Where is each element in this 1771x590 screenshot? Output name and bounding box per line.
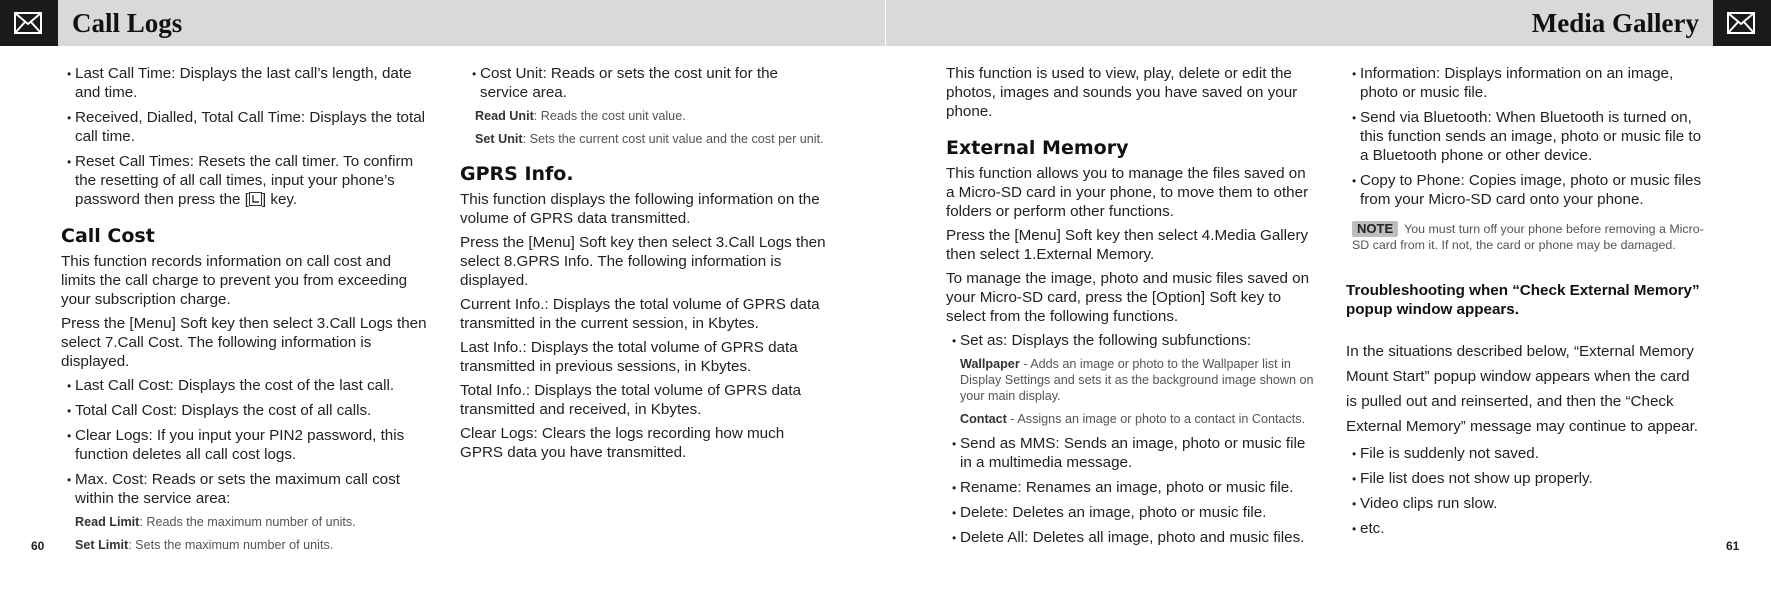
list-item: • Cost Unit: Reads or sets the cost unit for the service area. bbox=[466, 64, 826, 102]
sub-item: Contact - Assigns an image or photo to a contact in Contacts. bbox=[960, 412, 1306, 426]
page-number-left: 60 bbox=[31, 539, 45, 553]
paragraph: Press the [Menu] Soft key then select 3.Call Logs then select 8.GPRS Info. The following information is displayed. bbox=[460, 234, 826, 289]
paragraph: Press the [Menu] Soft key then select 4.Media Gallery then select 1.External Memory. bbox=[946, 227, 1309, 263]
paragraph: Current Info.: Displays the total volume of GPRS data transmitted in the current session, in Kbytes. bbox=[460, 296, 820, 332]
troubleshooting-heading: Troubleshooting when “Check External Memory” popup window appears. bbox=[1346, 282, 1700, 318]
list-item: • File list does not show up properly. bbox=[1346, 469, 1704, 488]
column-1 bbox=[61, 64, 427, 560]
list-item: • Delete: Deletes an image, photo or music file. bbox=[946, 503, 1316, 522]
list-item: • Last Call Time: Displays the last call’s length, date and time. bbox=[61, 64, 427, 102]
section-heading-call-cost: Call Cost bbox=[61, 225, 155, 247]
list-item: • Send via Bluetooth: When Bluetooth is turned on, this function sends an image, photo or music file to a Bluetooth phone or other device. bbox=[1346, 108, 1704, 165]
paragraph: This function records information on call cost and limits the call charge to prevent you from exceeding your subscription charge. bbox=[61, 253, 408, 308]
list-item: • Last Call Cost: Displays the cost of the last call. bbox=[61, 376, 427, 395]
note-text: You must turn off your phone before removing a Micro-SD card from it. If not, the card or phone may be damaged. bbox=[1352, 222, 1704, 252]
section-heading-gprs: GPRS Info. bbox=[460, 163, 574, 185]
envelope-icon-box bbox=[0, 0, 58, 46]
list-item: • Total Call Cost: Displays the cost of all calls. bbox=[61, 401, 427, 420]
list-item: • Set as: Displays the following subfunctions: bbox=[946, 331, 1316, 350]
paragraph: Last Info.: Displays the total volume of GPRS data transmitted in previous sessions, in Kbytes. bbox=[460, 339, 798, 375]
note-box bbox=[1352, 221, 1704, 253]
section-heading-external-memory: External Memory bbox=[946, 137, 1129, 159]
envelope-icon-box bbox=[1713, 0, 1771, 46]
envelope-icon bbox=[1727, 12, 1755, 34]
list-item: • Information: Displays information on an image, photo or music file. bbox=[1346, 64, 1704, 102]
list-item: • Delete All: Deletes all image, photo and music files. bbox=[946, 528, 1316, 547]
column-3 bbox=[946, 64, 1316, 553]
list-item: • Received, Dialled, Total Call Time: Displays the total call time. bbox=[61, 108, 427, 146]
header-left bbox=[0, 0, 885, 46]
paragraph: To manage the image, photo and music files saved on your Micro-SD card, press the [Option] Soft key to select from the following functions. bbox=[946, 270, 1310, 325]
list-item: • etc. bbox=[1346, 519, 1704, 538]
sub-item: Wallpaper - Adds an image or photo to the Wallpaper list in Display Settings and sets it as the background image shown on your main display. bbox=[960, 357, 1314, 403]
paragraph: Clear Logs: Clears the logs recording how much GPRS data you have transmitted. bbox=[460, 425, 785, 461]
list-item: • Send as MMS: Sends an image, photo or music file in a multimedia message. bbox=[946, 434, 1316, 472]
list-item: • Max. Cost: Reads or sets the maximum call cost within the service area: bbox=[61, 470, 427, 508]
paragraph: This function allows you to manage the files saved on a Micro-SD card in your phone, to move them to other folders or perform other functions. bbox=[946, 165, 1309, 220]
envelope-icon bbox=[14, 12, 42, 34]
note-tag: NOTE bbox=[1352, 221, 1398, 237]
sub-item: Set Limit: Sets the maximum number of units. bbox=[75, 538, 334, 552]
page-title-right: Media Gallery bbox=[1531, 8, 1699, 38]
sub-item: Read Unit: Reads the cost unit value. bbox=[475, 109, 686, 123]
page-number-right: 61 bbox=[1726, 539, 1740, 553]
paragraph: Total Info.: Displays the total volume of GPRS data transmitted and received, in Kbytes. bbox=[460, 382, 802, 418]
paragraph: Press the [Menu] Soft key then select 3.Call Logs then select 7.Call Cost. The following information is displayed. bbox=[61, 315, 427, 370]
column-2 bbox=[460, 64, 826, 467]
sub-item: Read Limit: Reads the maximum number of units. bbox=[75, 515, 356, 529]
column-4 bbox=[1346, 64, 1704, 544]
paragraph: This function is used to view, play, delete or edit the photos, images and sounds you have saved on your phone. bbox=[946, 65, 1298, 120]
paragraph: This function displays the following information on the volume of GPRS data transmitted. bbox=[460, 191, 820, 227]
list-item: • Rename: Renames an image, photo or music file. bbox=[946, 478, 1316, 497]
list-item: • Reset Call Times: Resets the call timer. To confirm the resetting of all call times, input your phone’s password then press the [ ] key. bbox=[61, 152, 427, 209]
paragraph: In the situations described below, “External Memory Mount Start” popup window appears when the card is pulled out and reinserted, and then the “Check External Memory” message may continue to appear. bbox=[1346, 343, 1699, 435]
list-item: • Clear Logs: If you input your PIN2 password, this function deletes all call cost logs. bbox=[61, 426, 427, 464]
list-item: • Video clips run slow. bbox=[1346, 494, 1704, 513]
sub-item: Set Unit: Sets the current cost unit value and the cost per unit. bbox=[475, 132, 824, 146]
list-item: • Copy to Phone: Copies image, photo or music files from your Micro-SD card onto your phone. bbox=[1346, 171, 1704, 209]
page-title-left: Call Logs bbox=[72, 8, 183, 38]
header-right bbox=[886, 0, 1771, 46]
list-item: • File is suddenly not saved. bbox=[1346, 444, 1704, 463]
end-key-icon bbox=[249, 192, 262, 206]
